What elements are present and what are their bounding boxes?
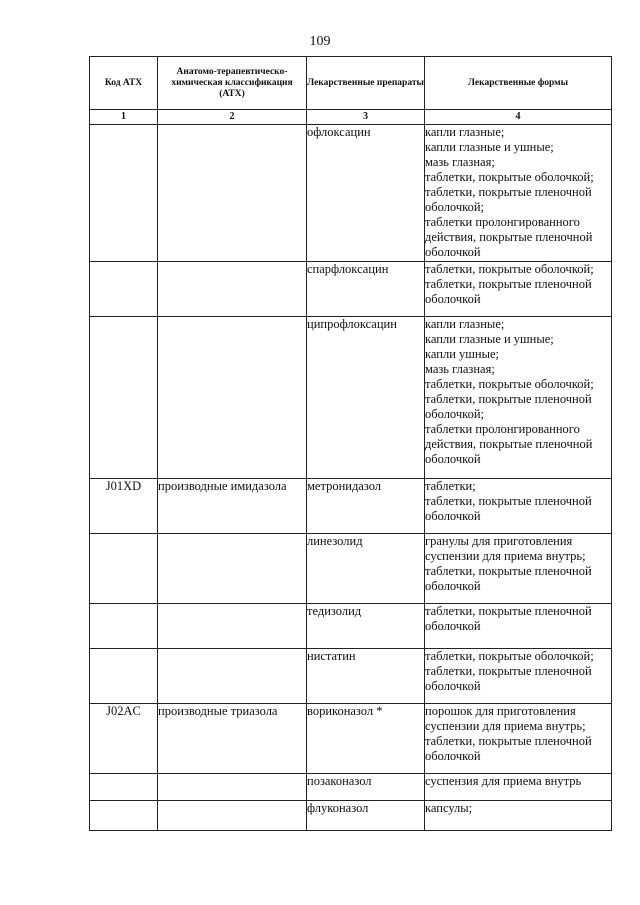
atx-code-cell bbox=[90, 774, 158, 801]
column-number: 3 bbox=[307, 110, 425, 125]
dosage-forms-cell bbox=[425, 801, 612, 831]
dosage-forms-cell bbox=[425, 317, 612, 479]
atx-class-cell bbox=[158, 649, 307, 704]
dosage-forms-cell bbox=[425, 479, 612, 534]
table-row bbox=[90, 125, 612, 262]
dosage-form-item: таблетки, покрытые пленочной оболочкой bbox=[425, 564, 592, 593]
dosage-forms-cell bbox=[425, 125, 612, 262]
dosage-forms-cell bbox=[425, 604, 612, 649]
atx-drug-table bbox=[89, 56, 612, 831]
dosage-form-item: таблетки пролонгированного действия, покрытые пленочной оболочкой bbox=[425, 422, 593, 466]
drug-name-cell: метронидазол bbox=[307, 479, 425, 534]
table-row bbox=[90, 774, 612, 801]
atx-class-cell bbox=[158, 604, 307, 649]
atx-code-cell bbox=[90, 317, 158, 479]
drug-name-cell: ципрофлоксацин bbox=[307, 317, 425, 479]
atx-class-cell bbox=[158, 534, 307, 604]
column-number: 4 bbox=[425, 110, 612, 125]
atx-code-cell bbox=[90, 649, 158, 704]
page-number: 109 bbox=[309, 34, 331, 49]
dosage-form-item: мазь глазная; bbox=[425, 155, 495, 169]
dosage-form-item: порошок для приготовления суспензии для приема внутрь; bbox=[425, 704, 586, 733]
column-number: 2 bbox=[158, 110, 307, 125]
dosage-form-item: таблетки, покрытые пленочной оболочкой bbox=[425, 604, 592, 633]
header-atx-code: Код АТХ bbox=[90, 57, 158, 110]
table-row bbox=[90, 604, 612, 649]
dosage-form-item: таблетки, покрытые пленочной оболочкой bbox=[425, 734, 592, 763]
dosage-form-item: капли глазные; bbox=[425, 317, 505, 331]
atx-class-cell bbox=[158, 801, 307, 831]
dosage-form-item: таблетки, покрытые пленочной оболочкой; bbox=[425, 392, 592, 421]
dosage-form-item: таблетки пролонгированного действия, покрытые пленочной оболочкой bbox=[425, 215, 593, 259]
dosage-form-item: таблетки, покрытые пленочной оболочкой bbox=[425, 277, 592, 306]
table-row bbox=[90, 649, 612, 704]
dosage-form-item: таблетки, покрытые оболочкой; bbox=[425, 170, 594, 184]
drug-name-cell: флуконазол bbox=[307, 801, 425, 831]
atx-class-cell bbox=[158, 125, 307, 262]
dosage-form-item: таблетки, покрытые пленочной оболочкой bbox=[425, 664, 592, 693]
dosage-form-item: таблетки; bbox=[425, 479, 476, 493]
header-atx-classification: Анатомо-терапевтическо-химическая классификация (АТХ) bbox=[158, 57, 307, 110]
drug-name-cell: офлоксацин bbox=[307, 125, 425, 262]
drug-name-cell: линезолид bbox=[307, 534, 425, 604]
atx-class-cell bbox=[158, 317, 307, 479]
dosage-forms-cell bbox=[425, 704, 612, 774]
table-body bbox=[90, 125, 612, 831]
atx-code-cell: J01XD bbox=[90, 479, 158, 534]
dosage-form-item: суспензия для приема внутрь bbox=[425, 774, 582, 788]
table-header-row bbox=[90, 57, 612, 110]
dosage-form-item: таблетки, покрытые пленочной оболочкой bbox=[425, 494, 592, 523]
header-dosage-forms: Лекарственные формы bbox=[425, 57, 612, 110]
header-drugs: Лекарственные препараты bbox=[307, 57, 425, 110]
drug-name-cell: нистатин bbox=[307, 649, 425, 704]
table-row bbox=[90, 534, 612, 604]
dosage-form-item: таблетки, покрытые оболочкой; bbox=[425, 262, 594, 276]
atx-class-cell bbox=[158, 774, 307, 801]
drug-name-cell: тедизолид bbox=[307, 604, 425, 649]
atx-code-cell bbox=[90, 125, 158, 262]
atx-class-cell: производные триазола bbox=[158, 704, 307, 774]
drug-name-cell: вориконазол * bbox=[307, 704, 425, 774]
dosage-form-item: мазь глазная; bbox=[425, 362, 495, 376]
dosage-form-item: гранулы для приготовления суспензии для приема внутрь; bbox=[425, 534, 586, 563]
atx-code-cell bbox=[90, 801, 158, 831]
atx-code-cell bbox=[90, 534, 158, 604]
atx-code-cell bbox=[90, 604, 158, 649]
table-row bbox=[90, 479, 612, 534]
column-number: 1 bbox=[90, 110, 158, 125]
dosage-form-item: капли глазные и ушные; bbox=[425, 332, 554, 346]
dosage-form-item: капли глазные и ушные; bbox=[425, 140, 554, 154]
atx-code-cell bbox=[90, 262, 158, 317]
table-row bbox=[90, 317, 612, 479]
atx-code-cell: J02AC bbox=[90, 704, 158, 774]
table-row bbox=[90, 262, 612, 317]
atx-class-cell: производные имидазола bbox=[158, 479, 307, 534]
dosage-form-item: таблетки, покрытые оболочкой; bbox=[425, 377, 594, 391]
dosage-forms-cell bbox=[425, 262, 612, 317]
dosage-forms-cell bbox=[425, 774, 612, 801]
dosage-form-item: капли ушные; bbox=[425, 347, 499, 361]
dosage-form-item: таблетки, покрытые пленочной оболочкой; bbox=[425, 185, 592, 214]
drug-name-cell: позаконазол bbox=[307, 774, 425, 801]
table-row bbox=[90, 704, 612, 774]
dosage-form-item: капсулы; bbox=[425, 801, 473, 815]
dosage-form-item: капли глазные; bbox=[425, 125, 505, 139]
drug-name-cell: спарфлоксацин bbox=[307, 262, 425, 317]
dosage-forms-cell bbox=[425, 649, 612, 704]
atx-class-cell bbox=[158, 262, 307, 317]
dosage-form-item: таблетки, покрытые оболочкой; bbox=[425, 649, 594, 663]
table-row bbox=[90, 801, 612, 831]
dosage-forms-cell bbox=[425, 534, 612, 604]
column-number-row bbox=[90, 110, 612, 125]
